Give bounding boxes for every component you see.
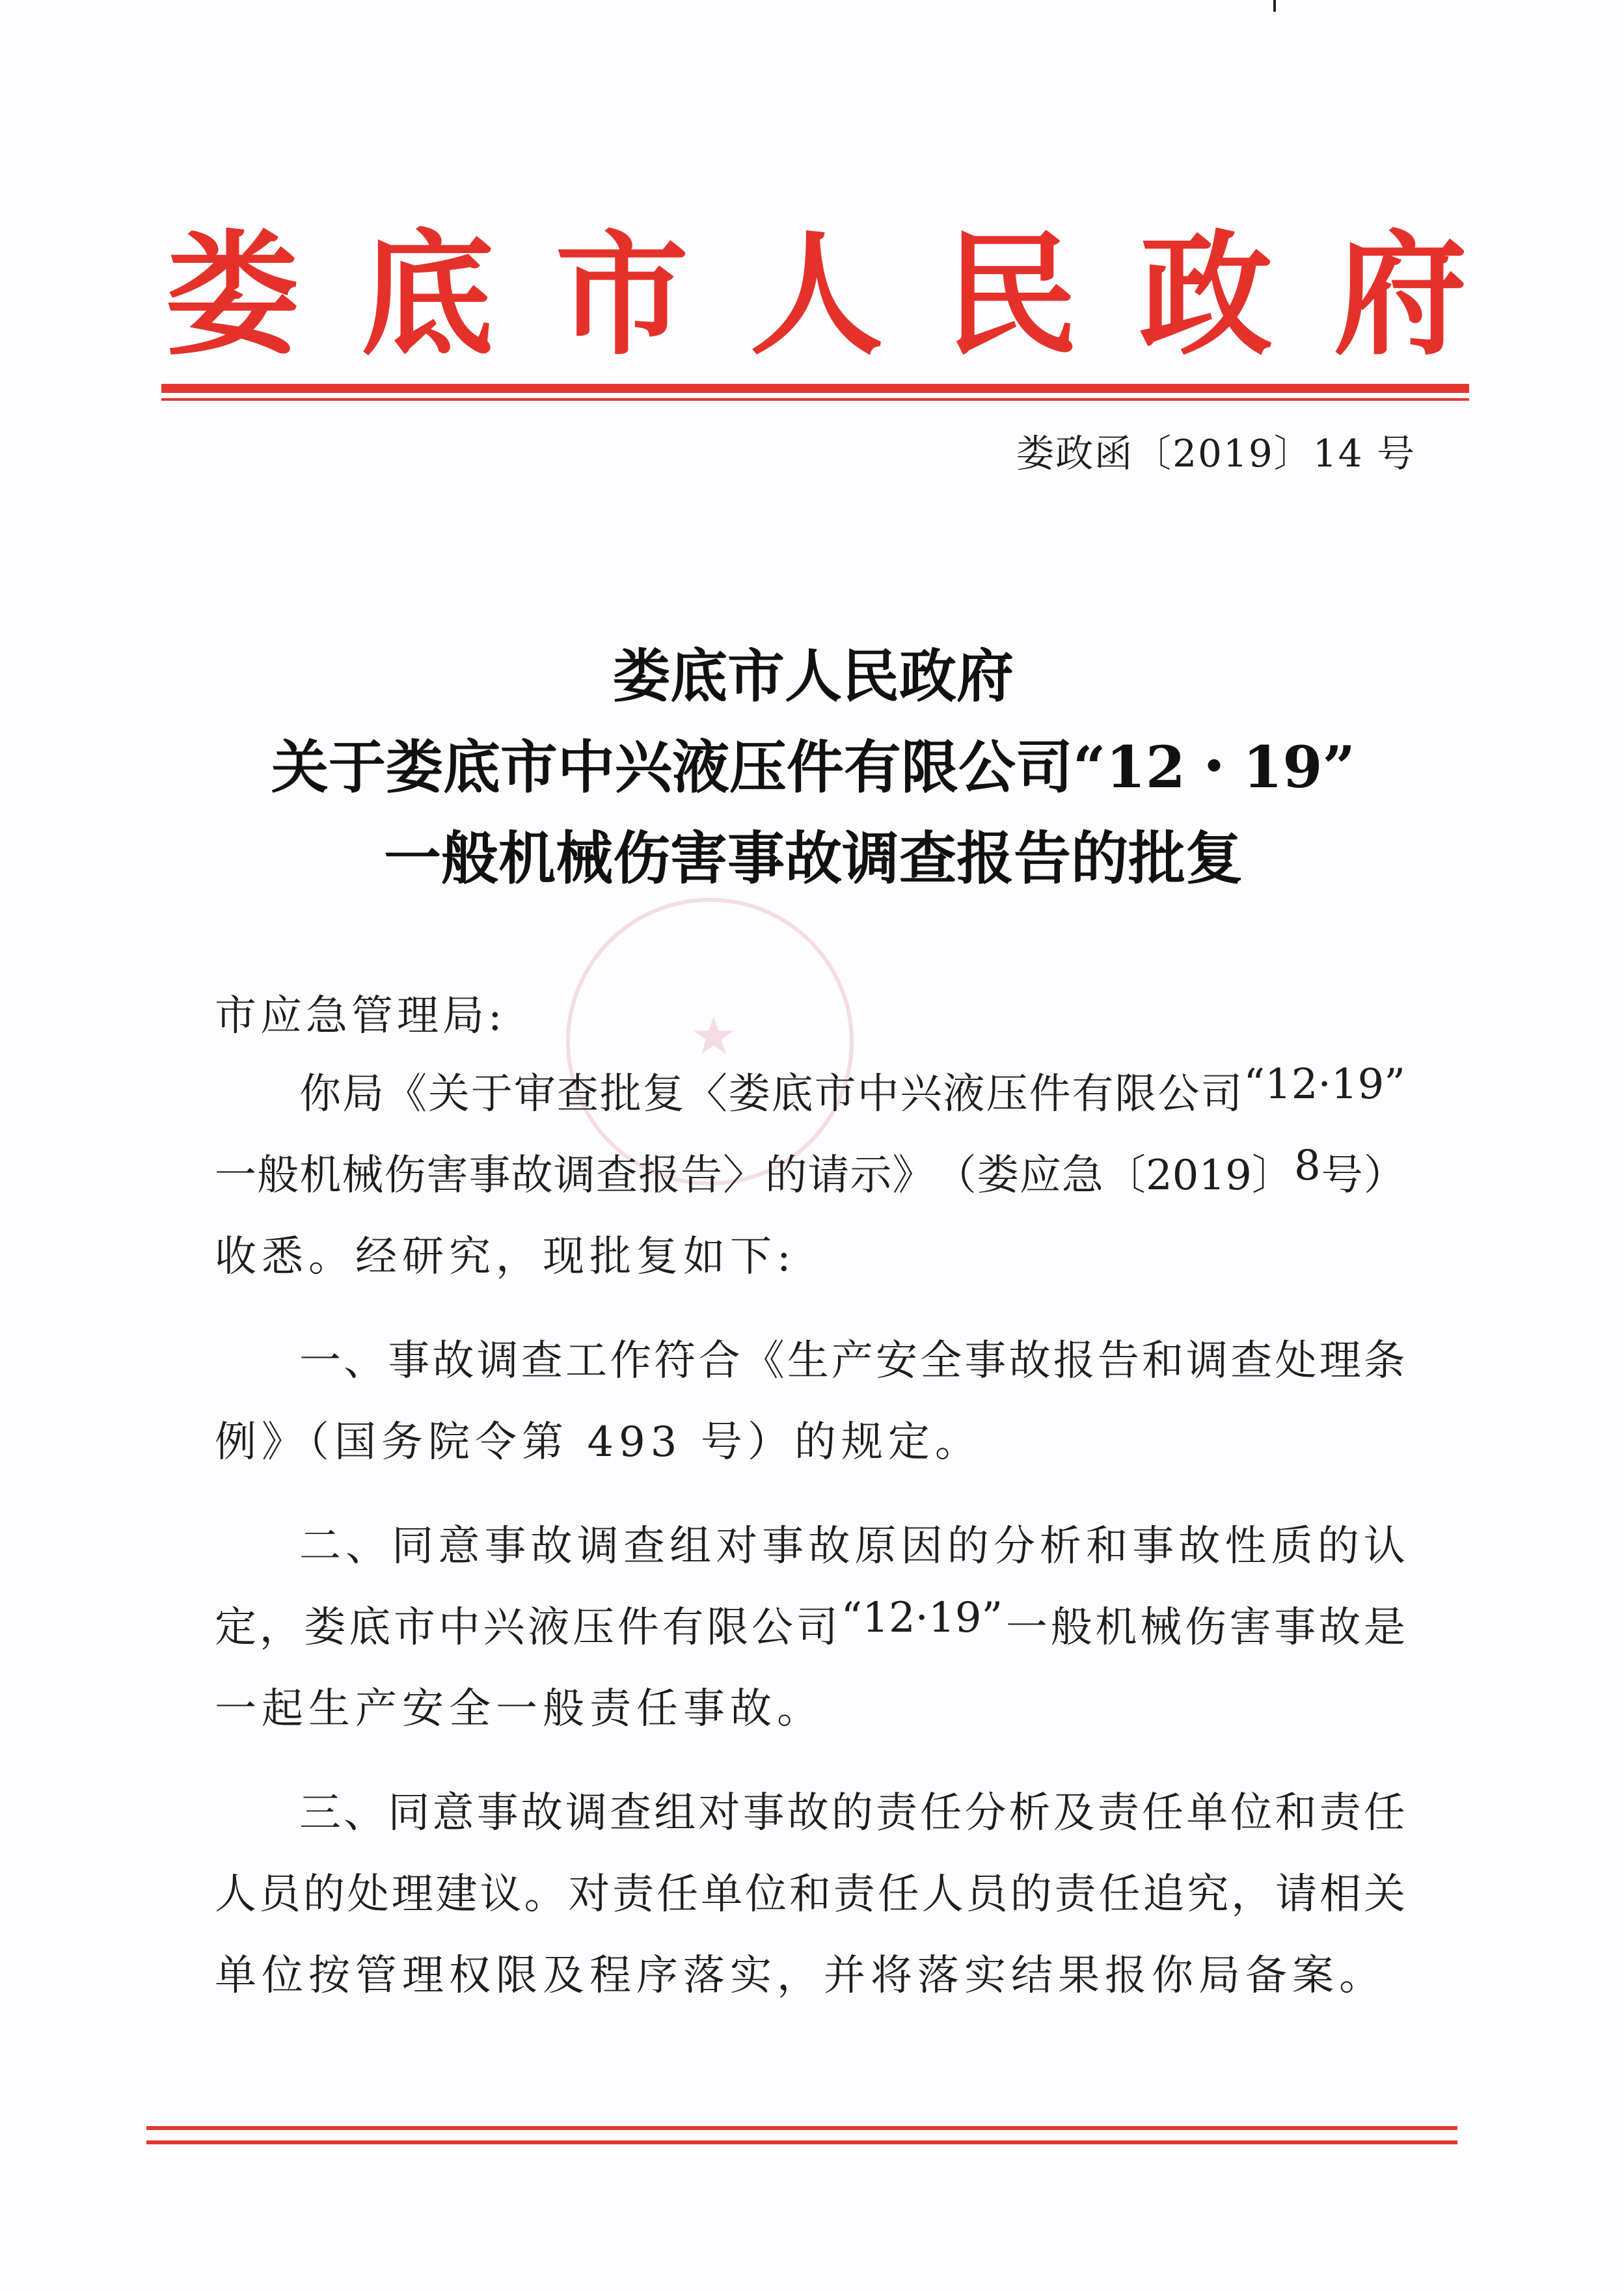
document-title-line-1: 娄底市人民政府 bbox=[612, 642, 1014, 710]
text-token: 一 bbox=[1005, 1604, 1048, 1652]
text-token: 公 bbox=[751, 1604, 793, 1652]
text-token: 中 bbox=[438, 1604, 480, 1652]
text-token: 位 bbox=[745, 1870, 787, 1919]
text-token: 是 bbox=[1363, 1604, 1405, 1652]
text-token: “12·19” bbox=[1243, 1060, 1405, 1109]
text-token: 事 bbox=[484, 1522, 526, 1571]
text-token: 件 bbox=[1029, 1070, 1071, 1118]
text-token: 查 bbox=[623, 1522, 665, 1571]
text-token: 和 bbox=[789, 1870, 831, 1919]
text-token: 处 bbox=[347, 1870, 389, 1919]
text-token: 工 bbox=[565, 1337, 607, 1385]
text-token: 人 bbox=[215, 1870, 256, 1919]
seal-star-icon: ★ bbox=[690, 1006, 737, 1066]
text-token: 〈 bbox=[685, 1070, 727, 1118]
text-token: 、 bbox=[344, 1789, 386, 1837]
document-number: 娄政函〔2019〕14 号 bbox=[1016, 431, 1416, 476]
text-token: 任 bbox=[656, 1870, 699, 1919]
text-token: 告 bbox=[681, 1152, 723, 1200]
paragraph-3-line-1 bbox=[299, 1513, 1405, 1572]
text-token: 员 bbox=[966, 1870, 1008, 1919]
text-token: 事 bbox=[1132, 1522, 1174, 1571]
text-token: 一 bbox=[299, 1337, 341, 1385]
text-token: 示 bbox=[850, 1152, 892, 1200]
text-token: 及 bbox=[1053, 1789, 1095, 1837]
text-token: 公 bbox=[1157, 1070, 1200, 1118]
text-token: 局 bbox=[342, 1070, 384, 1118]
text-token: 械 bbox=[1140, 1604, 1182, 1652]
text-token: 单 bbox=[701, 1870, 743, 1919]
text-token: 的 bbox=[831, 1789, 873, 1837]
text-token: 任 bbox=[1098, 1870, 1141, 1919]
text-token: 故 bbox=[432, 1337, 474, 1385]
text-token: 认 bbox=[1363, 1522, 1405, 1571]
text-token: ） bbox=[1363, 1152, 1405, 1200]
text-token: 责 bbox=[1319, 1789, 1361, 1837]
text-token: 究 bbox=[1187, 1870, 1229, 1919]
text-token: 分 bbox=[964, 1789, 1007, 1837]
text-token: 伤 bbox=[384, 1152, 426, 1200]
text-token: 娄 bbox=[977, 1152, 1019, 1200]
header-char: 娄 bbox=[166, 218, 299, 373]
text-token: 复 bbox=[642, 1070, 684, 1118]
text-token: 条 bbox=[1363, 1337, 1405, 1385]
text-token: 底 bbox=[771, 1070, 813, 1118]
text-token: 组 bbox=[670, 1522, 711, 1571]
text-token: 请 bbox=[1275, 1870, 1318, 1919]
text-token: 械 bbox=[342, 1152, 384, 1200]
text-token: 、 bbox=[345, 1522, 388, 1571]
text-token: 司 bbox=[796, 1604, 838, 1652]
text-token: 伤 bbox=[1184, 1604, 1226, 1652]
text-token: 底 bbox=[349, 1604, 391, 1652]
scan-mark bbox=[1273, 0, 1276, 12]
text-token: 责 bbox=[833, 1870, 875, 1919]
text-token: 机 bbox=[299, 1152, 342, 1200]
text-token: 一 bbox=[215, 1152, 256, 1200]
text-token: 《 bbox=[742, 1337, 785, 1385]
text-token: 故 bbox=[1008, 1337, 1051, 1385]
text-token: 的 bbox=[765, 1152, 807, 1200]
header-char: 政 bbox=[1139, 218, 1273, 373]
text-token: 压 bbox=[573, 1604, 614, 1652]
text-token: 理 bbox=[1319, 1337, 1361, 1385]
text-token: 告 bbox=[1097, 1337, 1139, 1385]
header-char: 人 bbox=[750, 218, 884, 373]
text-token: 析 bbox=[1040, 1522, 1081, 1571]
text-token: 件 bbox=[617, 1604, 659, 1652]
text-token: 处 bbox=[1275, 1337, 1317, 1385]
paragraph-3-line-3: 一起生产安全一般责任事故。 bbox=[215, 1685, 824, 1733]
paragraph-2-line-2: 例》（国务院令第 493 号）的规定。 bbox=[215, 1418, 982, 1466]
text-token: 液 bbox=[943, 1070, 985, 1118]
text-token: 急 bbox=[1061, 1152, 1103, 1200]
text-token: 组 bbox=[654, 1789, 696, 1837]
text-token: 故 bbox=[511, 1152, 553, 1200]
text-token: 故 bbox=[808, 1522, 850, 1571]
salutation: 市应急管理局: bbox=[215, 992, 506, 1040]
text-token: 全 bbox=[920, 1337, 962, 1385]
text-token: 查 bbox=[1230, 1337, 1273, 1385]
text-token: 事 bbox=[468, 1152, 511, 1200]
text-token: 议 bbox=[480, 1870, 522, 1919]
text-token: 批 bbox=[599, 1070, 642, 1118]
text-token: 事 bbox=[762, 1522, 804, 1571]
text-token: 产 bbox=[831, 1337, 873, 1385]
text-token: 的 bbox=[1010, 1870, 1052, 1919]
text-token: 的 bbox=[1317, 1522, 1359, 1571]
text-token: 调 bbox=[476, 1337, 519, 1385]
paragraph-1-line-2 bbox=[215, 1142, 1405, 1202]
text-token: 质 bbox=[1271, 1522, 1313, 1571]
document-title-line-3: 一般机械伤害事故调查报告的批复 bbox=[383, 824, 1243, 892]
text-token: 。 bbox=[524, 1870, 566, 1919]
text-token: 符 bbox=[654, 1337, 696, 1385]
header-char: 市 bbox=[555, 218, 689, 373]
text-token: 关 bbox=[427, 1070, 470, 1118]
text-token: 请 bbox=[807, 1152, 850, 1200]
text-token: 事 bbox=[742, 1789, 785, 1837]
text-token: 单 bbox=[1186, 1789, 1228, 1837]
text-token: 任 bbox=[920, 1789, 962, 1837]
text-token: 液 bbox=[528, 1604, 570, 1652]
text-token: 市 bbox=[394, 1604, 435, 1652]
text-token: 8 bbox=[1293, 1142, 1321, 1190]
text-token: 〔2019〕 bbox=[1103, 1152, 1293, 1200]
text-token: （ bbox=[934, 1152, 977, 1200]
text-token: 定 bbox=[215, 1604, 256, 1652]
text-token: 般 bbox=[1050, 1604, 1092, 1652]
text-token: 同 bbox=[388, 1789, 430, 1837]
text-token: 事 bbox=[1274, 1604, 1316, 1652]
text-token: 事 bbox=[476, 1789, 519, 1837]
text-token: 调 bbox=[553, 1152, 595, 1200]
text-token: 责 bbox=[1054, 1870, 1096, 1919]
text-token: 析 bbox=[1008, 1789, 1051, 1837]
paragraph-3-line-2 bbox=[215, 1594, 1405, 1654]
text-token: 兴 bbox=[900, 1070, 942, 1118]
text-token: 《 bbox=[385, 1070, 427, 1118]
text-token: 因 bbox=[900, 1522, 943, 1571]
text-token: 故 bbox=[787, 1789, 829, 1837]
text-token: 调 bbox=[1186, 1337, 1228, 1385]
text-token: 有 bbox=[1072, 1070, 1114, 1118]
text-token: 位 bbox=[1230, 1789, 1273, 1837]
text-token: 害 bbox=[1229, 1604, 1271, 1652]
text-token: 般 bbox=[257, 1152, 299, 1200]
text-token: 和 bbox=[1086, 1522, 1128, 1571]
text-token: 对 bbox=[568, 1870, 610, 1919]
text-token: 司 bbox=[1200, 1070, 1243, 1118]
text-token: 责 bbox=[1097, 1789, 1139, 1837]
paragraph-4-line-1 bbox=[299, 1779, 1405, 1839]
paragraph-1-line-3: 收悉。经研究，现批复如下: bbox=[215, 1233, 796, 1281]
text-token: 和 bbox=[1141, 1337, 1184, 1385]
text-token: 安 bbox=[876, 1337, 918, 1385]
text-token: 故 bbox=[1178, 1522, 1221, 1571]
text-token: 报 bbox=[638, 1152, 680, 1200]
text-token: 任 bbox=[1141, 1789, 1184, 1837]
text-token: 调 bbox=[565, 1789, 607, 1837]
text-token: 你 bbox=[299, 1070, 341, 1118]
text-token: 市 bbox=[814, 1070, 856, 1118]
text-token: 的 bbox=[947, 1522, 989, 1571]
text-token: 分 bbox=[993, 1522, 1035, 1571]
text-token: 员 bbox=[258, 1870, 301, 1919]
text-token: 有 bbox=[662, 1604, 704, 1652]
text-token: 应 bbox=[1019, 1152, 1061, 1200]
text-token: 作 bbox=[610, 1337, 652, 1385]
text-token: 理 bbox=[391, 1870, 433, 1919]
text-token: 对 bbox=[698, 1789, 740, 1837]
text-token: 性 bbox=[1225, 1522, 1267, 1571]
paragraph-4-line-3: 单位按管理权限及程序落实，并将落实结果报你局备案。 bbox=[215, 1952, 1386, 2000]
text-token: 合 bbox=[698, 1337, 740, 1385]
text-token: 查 bbox=[610, 1789, 652, 1837]
text-token: 意 bbox=[438, 1522, 480, 1571]
text-token: 和 bbox=[1275, 1789, 1317, 1837]
text-token: ， bbox=[259, 1604, 301, 1652]
footer-red-rule bbox=[146, 2126, 1457, 2144]
text-token: 报 bbox=[1053, 1337, 1095, 1385]
text-token: 调 bbox=[576, 1522, 619, 1571]
text-token: 故 bbox=[530, 1522, 573, 1571]
text-token: 关 bbox=[1363, 1870, 1405, 1919]
text-token: 限 bbox=[707, 1604, 749, 1652]
text-token: 责 bbox=[612, 1870, 655, 1919]
text-token: 〉 bbox=[723, 1152, 765, 1200]
text-token: 追 bbox=[1143, 1870, 1185, 1919]
text-token: 原 bbox=[854, 1522, 897, 1571]
text-token: 于 bbox=[470, 1070, 513, 1118]
text-token: 对 bbox=[716, 1522, 758, 1571]
text-token: 同 bbox=[392, 1522, 434, 1571]
text-token: 娄 bbox=[728, 1070, 770, 1118]
header-char: 民 bbox=[944, 218, 1078, 373]
text-token: 查 bbox=[595, 1152, 638, 1200]
text-token: 害 bbox=[426, 1152, 468, 1200]
text-token: 压 bbox=[986, 1070, 1028, 1118]
text-token: 故 bbox=[521, 1789, 563, 1837]
text-token: 建 bbox=[435, 1870, 478, 1919]
paragraph-2-line-1 bbox=[299, 1327, 1405, 1387]
text-token: 号 bbox=[1321, 1152, 1363, 1200]
text-token: 事 bbox=[388, 1337, 430, 1385]
text-token: 事 bbox=[964, 1337, 1007, 1385]
header-char: 底 bbox=[360, 218, 494, 373]
text-token: 娄 bbox=[304, 1604, 346, 1652]
text-token: 查 bbox=[556, 1070, 599, 1118]
text-token: 兴 bbox=[483, 1604, 525, 1652]
text-token: 中 bbox=[857, 1070, 899, 1118]
text-token: 生 bbox=[787, 1337, 829, 1385]
text-token: 相 bbox=[1320, 1870, 1362, 1919]
text-token: 》 bbox=[892, 1152, 934, 1200]
text-token: 故 bbox=[1319, 1604, 1361, 1652]
paragraph-1-line-1 bbox=[299, 1060, 1405, 1120]
issuing-authority-header bbox=[166, 215, 1467, 377]
text-token: ， bbox=[1231, 1870, 1273, 1919]
text-token: 查 bbox=[521, 1337, 563, 1385]
text-token: 审 bbox=[513, 1070, 556, 1118]
text-token: 的 bbox=[303, 1870, 345, 1919]
text-token: 机 bbox=[1095, 1604, 1137, 1652]
header-char: 府 bbox=[1333, 218, 1467, 373]
text-token: 限 bbox=[1115, 1070, 1157, 1118]
text-token: 、 bbox=[344, 1337, 386, 1385]
text-token: 任 bbox=[1363, 1789, 1405, 1837]
text-token: 人 bbox=[921, 1870, 964, 1919]
text-token: 二 bbox=[299, 1522, 341, 1571]
header-red-rule bbox=[161, 384, 1469, 401]
text-token: 三 bbox=[299, 1789, 341, 1837]
text-token: 意 bbox=[432, 1789, 474, 1837]
text-token: “12·19” bbox=[841, 1594, 1003, 1642]
paragraph-4-line-2 bbox=[215, 1861, 1405, 1921]
text-token: 任 bbox=[877, 1870, 919, 1919]
document-title-line-2: 关于娄底市中兴液压件有限公司“12・19” bbox=[271, 733, 1356, 801]
text-token: 责 bbox=[876, 1789, 918, 1837]
